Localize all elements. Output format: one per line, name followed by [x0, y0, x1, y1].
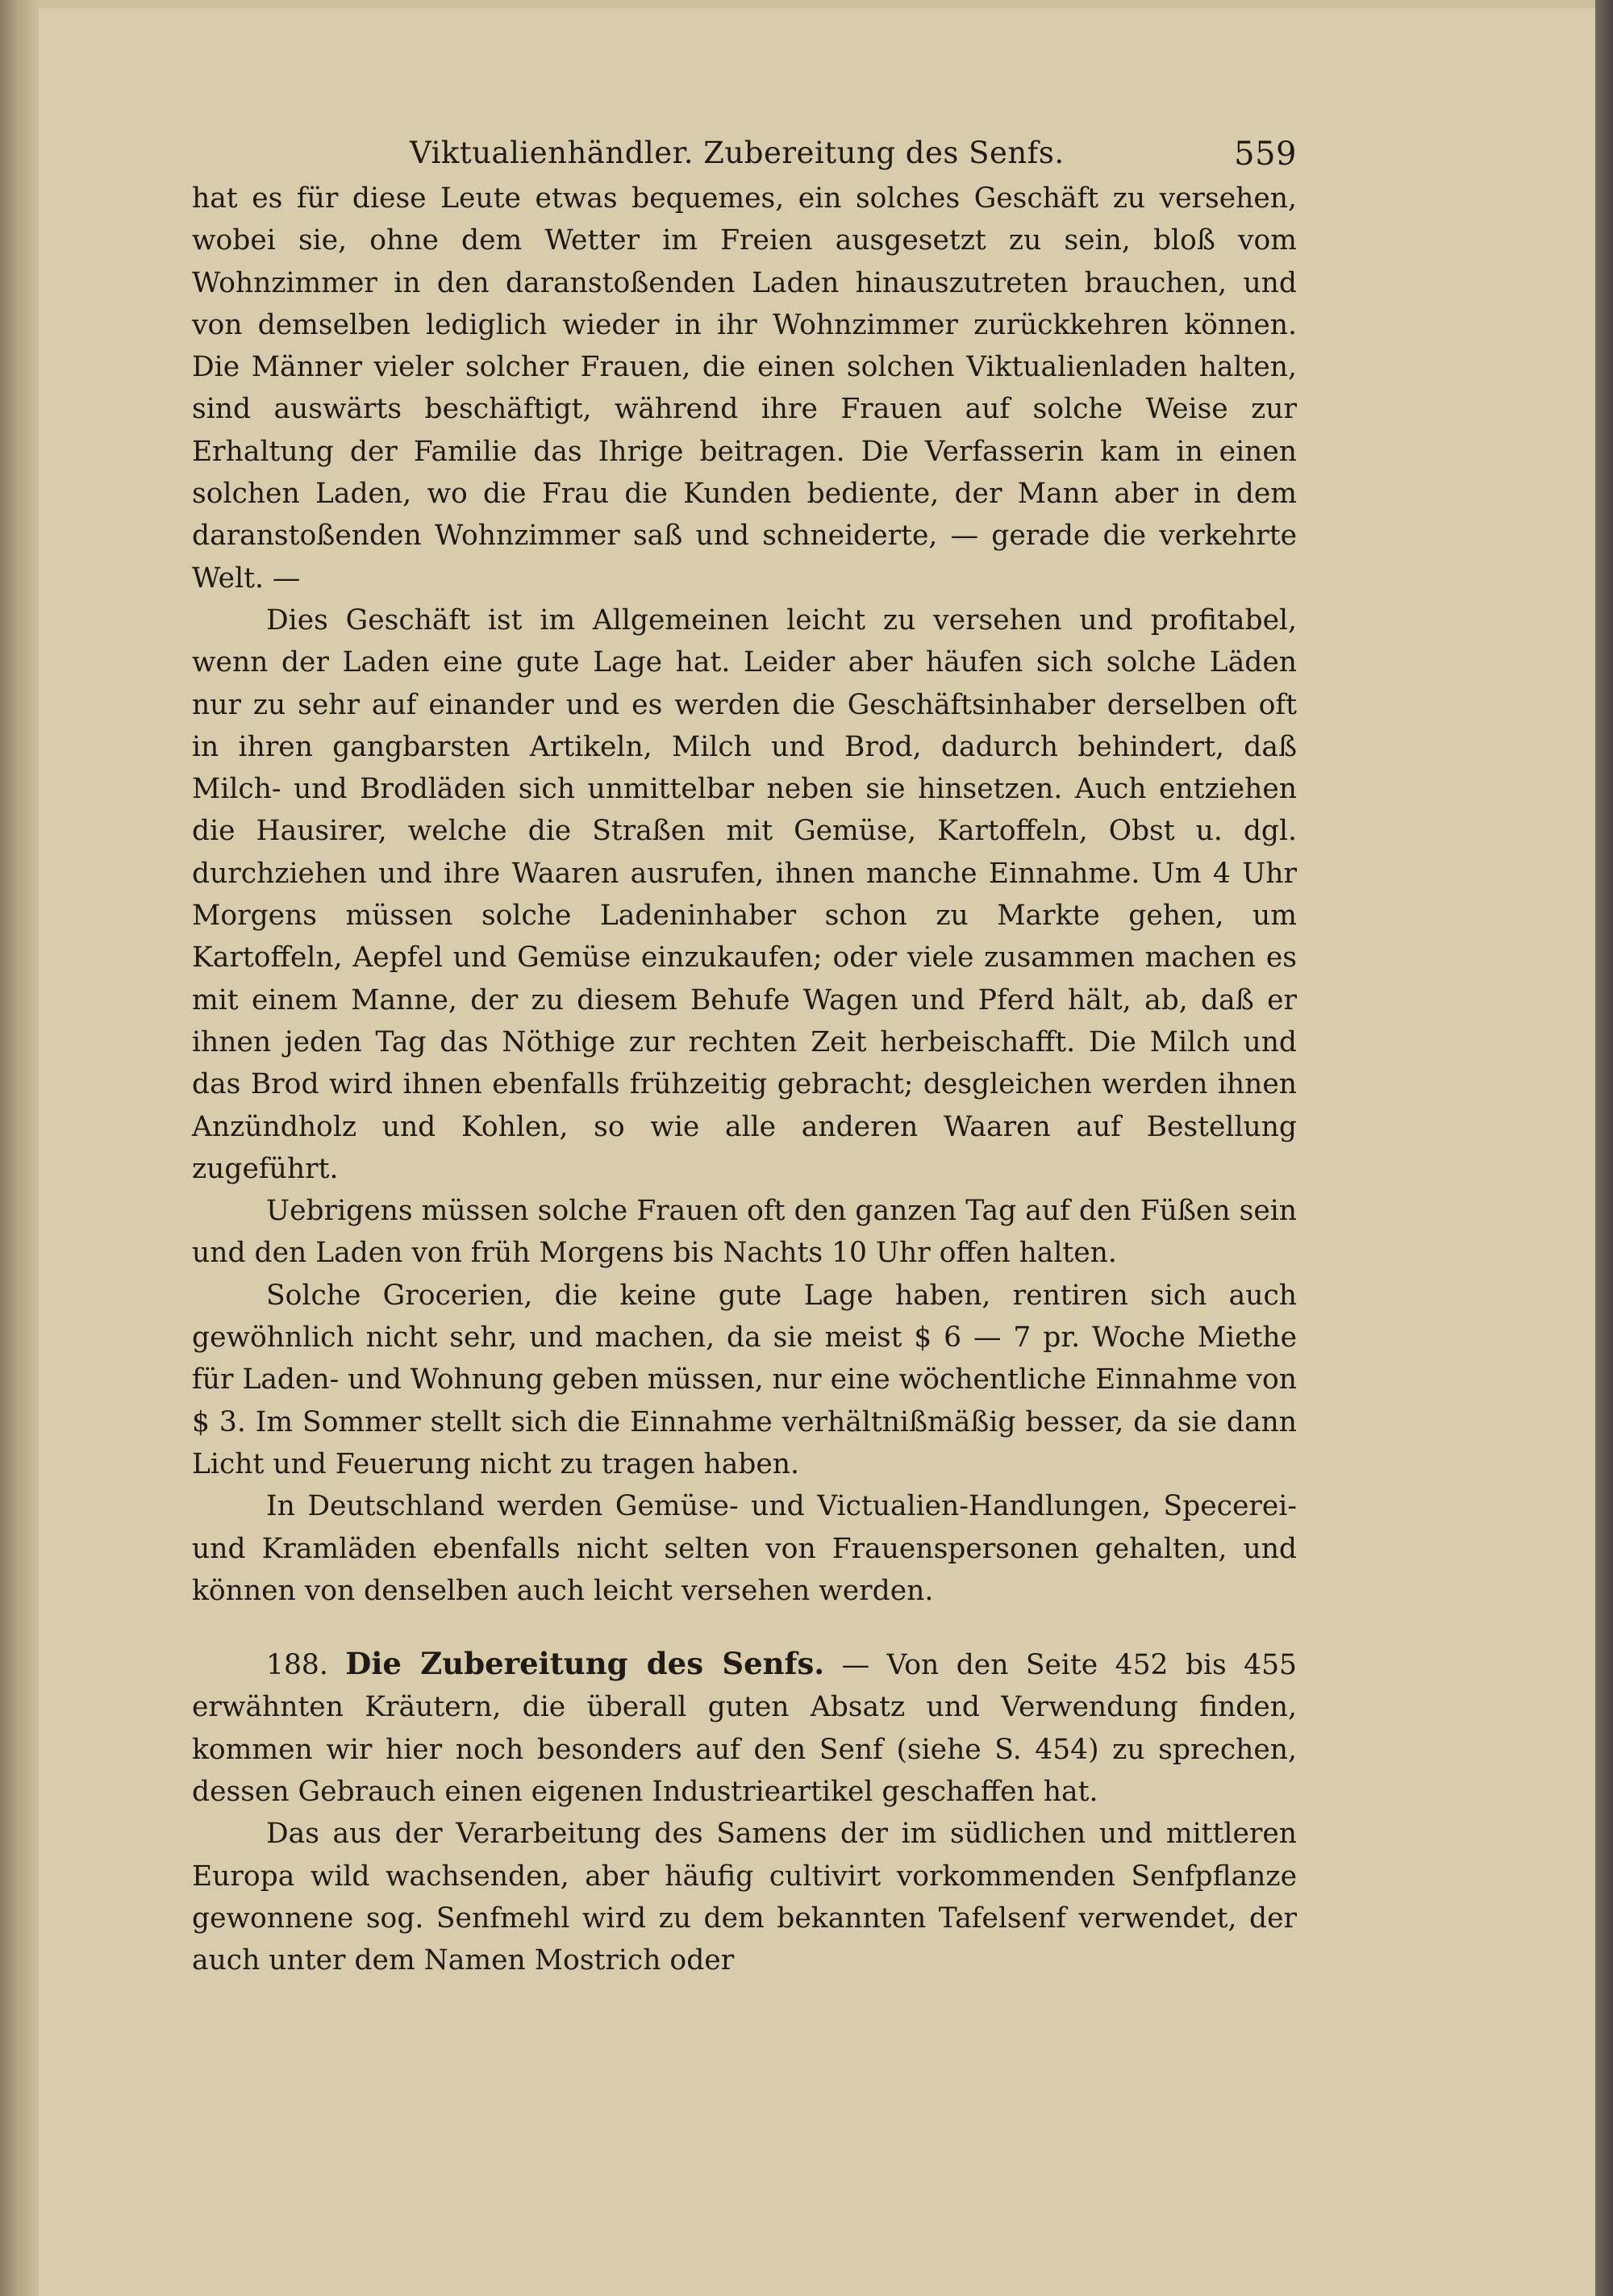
section-number: 188.: [266, 1649, 328, 1682]
page-top-edge: [0, 0, 1613, 8]
page-number: 559: [1234, 136, 1297, 173]
paragraph-2: Dies Geschäft ist im Allgemeinen leicht zu versehen und profitabel, wenn der Laden eine gute Lage hat. Leider aber häufen sich solche Läden nur zu sehr auf einander und es werden die Geschäftsinhaber derselben oft in ihren gangbarsten Artikeln, Milch und Brod, dadurch behindert, daß Milch- und Brodläden sich unmittelbar neben sie hinsetzen. Auch entziehen die Hausirer, welche die Straßen mit Gemüse, Kartoffeln, Obst u. dgl. durchziehen und ihre Waaren ausrufen, ihnen manche Einnahme. Um 4 Uhr Morgens müssen solche Ladeninhaber schon zu Markte gehen, um Kartoffeln, Aepfel und Gemüse einzukaufen; oder viele zusammen machen es mit einem Manne, der zu diesem Behufe Wagen und Pferd hält, ab, daß er ihnen jeden Tag das Nöthige zur rechten Zeit herbeischafft. Die Milch und das Brod wird ihnen ebenfalls frühzeitig gebracht; desgleichen werden ihnen Anzündholz und Kohlen, so wie alle anderen Waaren auf Bestellung zugeführt.: [192, 603, 1297, 1185]
section-title: Die Zubereitung des Senfs.: [345, 1646, 825, 1682]
paragraph-4: Solche Grocerien, die keine gute Lage haben, rentiren sich auch gewöhnlich nicht sehr, und machen, da sie meist $ 6 — 7 pr. Woche Miethe für Laden- und Wohnung geben müssen, nur eine wöchentliche Einnahme von $ 3. Im Sommer stellt sich die Einnahme verhältnißmäßig besser, da sie dann Licht und Feuerung nicht zu tragen haben.: [192, 1279, 1297, 1480]
running-head: [192, 121, 1297, 177]
paragraph-1: hat es für diese Leute etwas bequemes, ein solches Geschäft zu versehen, wobei sie, ohne dem Wetter im Freien ausgesetzt zu sein, bloß vom Wohnzimmer in den daranstoßenden Laden hinauszutreten brauchen, und von demselben lediglich wieder in ihr Wohnzimmer zurückkehren können. Die Männer vieler solcher Frauen, die einen solchen Viktualienladen halten, sind auswärts beschäftigt, während ihre Frauen auf solche Weise zur Erhaltung der Familie das Ihrige beitragen. Die Verfasserin kam in einen solchen Laden, wo die Frau die Kunden bediente, der Mann aber in dem daranstoßenden Wohnzimmer saß und schneiderte, — gerade die verkehrte Welt. —: [192, 182, 1297, 595]
scan-border: [1595, 0, 1613, 2296]
running-head-title: Viktualienhändler. Zubereitung des Senfs.: [410, 136, 1065, 170]
book-spine-shadow: [0, 0, 39, 2296]
text-block: [192, 121, 1297, 1981]
paragraph-3: Uebrigens müssen solche Frauen oft den ganzen Tag auf den Füßen sein und den Laden von früh Morgens bis Nachts 10 Uhr offen halten.: [192, 1195, 1297, 1270]
section-intro: — Von den Seite 452 bis 455 erwähnten Kräutern, die überall guten Absatz und Verwendung finden, kommen wir hier noch besonders auf den Senf (siehe S. 454) zu sprechen, dessen Gebrauch einen eigenen Industrieartikel geschaffen hat.: [192, 1649, 1298, 1808]
section-paragraph: Das aus der Verarbeitung des Samens der im südlichen und mittleren Europa wild wachsenden, aber häufig cultivirt vorkommenden Senfpflanze gewonnene sog. Senfmehl wird zu dem bekannten Tafelsenf verwendet, der auch unter dem Namen Mostrich oder: [192, 1818, 1297, 1977]
section-heading-paragraph: [192, 1643, 1297, 1813]
paragraph-5: In Deutschland werden Gemüse- und Victualien-Handlungen, Specerei- und Kramläden ebenfalls nicht selten von Frauenspersonen gehalten, und können von denselben auch leicht versehen werden.: [192, 1490, 1297, 1607]
